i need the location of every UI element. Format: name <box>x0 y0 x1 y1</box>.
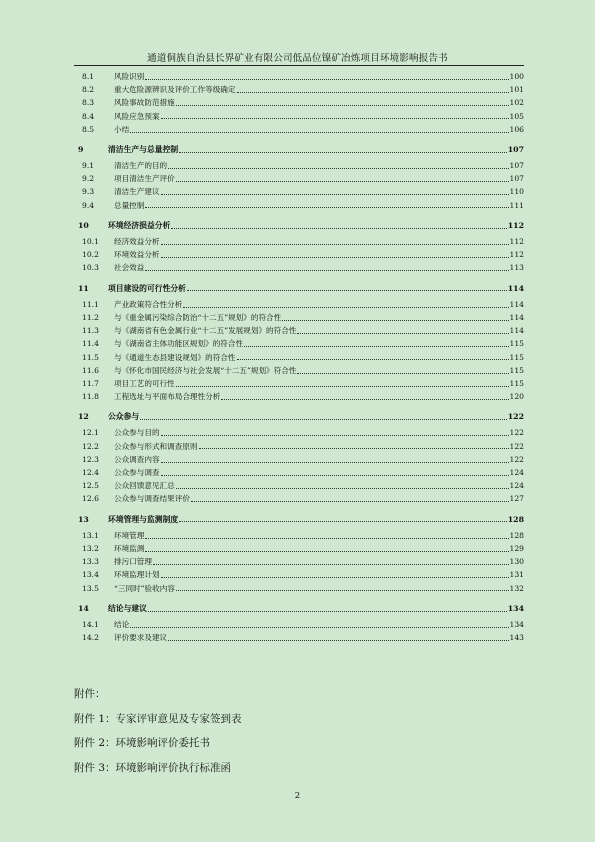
toc-title: 环境管理与监测制度 <box>108 514 179 524</box>
toc-dot-leader <box>171 228 506 229</box>
toc-number: 11.7 <box>82 378 99 388</box>
toc-dot-leader <box>130 627 508 628</box>
toc-page-number: 122 <box>509 441 524 451</box>
toc-page-number: 124 <box>509 481 524 491</box>
toc-number: 11.4 <box>82 339 99 349</box>
toc-number: 8.4 <box>82 111 95 121</box>
toc-page-number: 129 <box>509 543 524 553</box>
toc-title: 清洁生产建议 <box>114 187 160 197</box>
attachment-item: 附件 2：环境影响评价委托书 <box>74 737 211 750</box>
toc-dot-leader <box>297 373 508 374</box>
toc-title: “三同时”验收内容 <box>114 583 175 593</box>
toc-title: 项目清洁生产评价 <box>114 174 175 184</box>
attachments-section <box>74 682 242 780</box>
toc-page-number: 101 <box>509 85 524 95</box>
toc-page-number: 113 <box>509 263 524 273</box>
toc-number: 9.1 <box>82 161 95 171</box>
toc-number: 12.3 <box>82 454 99 464</box>
toc-dot-leader <box>161 244 509 245</box>
toc-section-row[interactable] <box>74 466 524 479</box>
toc-number: 12 <box>78 412 89 422</box>
page-number: 2 <box>294 791 301 801</box>
toc-number: 10.1 <box>82 237 99 247</box>
toc-dot-leader <box>221 399 508 400</box>
toc-title: 工程选址与平面布局合理性分析 <box>114 392 221 402</box>
toc-title: 公众参与 <box>108 412 140 422</box>
toc-dot-leader <box>176 590 509 591</box>
header-rule <box>74 65 524 66</box>
toc-page-number: 107 <box>509 174 524 184</box>
toc-section-row[interactable] <box>74 390 524 403</box>
toc-page-number: 120 <box>509 392 524 402</box>
toc-dot-leader <box>244 346 508 347</box>
toc-page-number: 128 <box>509 530 524 540</box>
toc-section-row[interactable] <box>74 631 524 644</box>
toc-number: 8.5 <box>82 124 95 134</box>
toc-section-row[interactable] <box>74 298 524 311</box>
toc-dot-leader <box>161 435 509 436</box>
toc-number: 11.8 <box>82 392 99 402</box>
toc-dot-leader <box>297 333 508 334</box>
toc-dot-leader <box>140 419 507 420</box>
toc-number: 10.3 <box>82 263 99 273</box>
toc-page-number: 124 <box>509 468 524 478</box>
toc-section-row[interactable] <box>74 248 524 261</box>
toc-dot-leader <box>176 181 509 182</box>
toc-number: 13.4 <box>82 570 99 580</box>
toc-title: 与《通道生态县建设规划》的符合性 <box>114 352 236 362</box>
toc-dot-leader <box>199 448 509 449</box>
toc-number: 8.1 <box>82 71 95 81</box>
toc-number: 8.2 <box>82 85 95 95</box>
toc-title: 排污口管理 <box>114 557 152 567</box>
toc-section-row[interactable] <box>74 440 524 453</box>
toc-page-number: 134 <box>509 619 524 629</box>
toc-page-number: 114 <box>509 312 524 322</box>
toc-number: 9.4 <box>82 200 95 210</box>
toc-dot-leader <box>145 538 508 539</box>
toc-section-row[interactable] <box>74 453 524 466</box>
toc-chapter-row[interactable] <box>74 282 524 295</box>
toc-section-row[interactable] <box>74 83 524 96</box>
toc-dot-leader <box>145 551 508 552</box>
toc-number: 12.4 <box>82 468 99 478</box>
toc-title: 公众参与形式和调查原则 <box>114 441 198 451</box>
toc-section-row[interactable] <box>74 110 524 123</box>
toc-title: 小结 <box>114 124 130 134</box>
toc-section-row[interactable] <box>74 70 524 83</box>
attachments-heading: 附件： <box>74 688 106 700</box>
toc-number: 11 <box>78 283 89 293</box>
toc-number: 12.5 <box>82 481 99 491</box>
toc-dot-leader <box>176 386 509 387</box>
toc-dot-leader <box>161 194 509 195</box>
toc-title: 结论与建议 <box>108 603 147 613</box>
toc-page-number: 115 <box>509 378 524 388</box>
toc-number: 8.3 <box>82 98 95 108</box>
toc-page-number: 131 <box>509 570 524 580</box>
toc-title: 风险事故防范措施 <box>114 98 175 108</box>
toc-page-number: 114 <box>509 326 524 336</box>
toc-section-row[interactable] <box>74 96 524 109</box>
toc-dot-leader <box>161 462 509 463</box>
toc-section-row[interactable] <box>74 529 524 542</box>
toc-section-row[interactable] <box>74 555 524 568</box>
toc-title: 社会效益 <box>114 263 145 273</box>
toc-page-number: 128 <box>507 514 524 524</box>
toc-section-row[interactable] <box>74 261 524 274</box>
toc-section-row[interactable] <box>74 199 524 212</box>
toc-number: 12.1 <box>82 428 99 438</box>
toc-section-row[interactable] <box>74 364 524 377</box>
toc-section-row[interactable] <box>74 427 524 440</box>
toc-section-row[interactable] <box>74 311 524 324</box>
toc-title: 环境管理 <box>114 530 145 540</box>
toc-dot-leader <box>237 92 509 93</box>
toc-dot-leader <box>168 640 508 641</box>
toc-title: 风险识别 <box>114 71 145 81</box>
toc-page-number: 143 <box>509 633 524 643</box>
toc-number: 11.1 <box>82 299 99 309</box>
toc-title: 公众参与调查结果评价 <box>114 494 190 504</box>
toc-dot-leader <box>183 307 508 308</box>
toc-dot-leader <box>145 270 508 271</box>
toc-title: 公众参与目的 <box>114 428 160 438</box>
toc-title: 环境监测 <box>114 543 145 553</box>
toc-number: 10 <box>78 220 89 230</box>
toc-title: 结论 <box>114 619 130 629</box>
toc-section-row[interactable] <box>74 618 524 631</box>
toc-title: 评价要求及建议 <box>114 633 168 643</box>
toc-dot-leader <box>130 132 508 133</box>
toc-title: 产业政策符合性分析 <box>114 299 183 309</box>
toc-number: 9 <box>78 144 84 154</box>
toc-section-row[interactable] <box>74 492 524 505</box>
toc-page-number: 107 <box>507 144 524 154</box>
toc-title: 重大危险源辨识及评价工作等级确定 <box>114 85 236 95</box>
toc-number: 13.2 <box>82 543 99 553</box>
toc-page-number: 114 <box>509 299 524 309</box>
toc-dot-leader <box>148 611 507 612</box>
toc-dot-leader <box>176 105 509 106</box>
toc-number: 13.5 <box>82 583 99 593</box>
toc-section-row[interactable] <box>74 479 524 492</box>
toc-title: 环境经济损益分析 <box>108 220 171 230</box>
toc-title: 公众调查内容 <box>114 454 160 464</box>
toc-title: 与《怀化市国民经济与社会发展“十二五”规划》符合性 <box>114 365 297 375</box>
toc-number: 13.1 <box>82 530 99 540</box>
attachment-item: 附件 1：专家评审意见及专家签到表 <box>74 712 242 725</box>
toc-dot-leader <box>179 152 507 153</box>
toc-section-row[interactable] <box>74 159 524 172</box>
toc-page-number: 122 <box>509 454 524 464</box>
toc-section-row[interactable] <box>74 172 524 185</box>
toc-chapter-row[interactable] <box>74 410 524 423</box>
toc-page-number: 111 <box>509 200 524 210</box>
toc-title: 与《湖南省有色金属行业“十二五”发展规划》的符合性 <box>114 326 297 336</box>
toc-dot-leader <box>153 564 509 565</box>
toc-section-row[interactable] <box>74 186 524 199</box>
toc-section-row[interactable] <box>74 235 524 248</box>
toc-title: 公众参与调查 <box>114 468 160 478</box>
toc-chapter-row[interactable] <box>74 219 524 232</box>
toc-number: 11.5 <box>82 352 99 362</box>
toc-chapter-row[interactable] <box>74 602 524 615</box>
toc-page-number: 132 <box>509 583 524 593</box>
toc-title: 经济效益分析 <box>114 237 160 247</box>
toc-page-number: 127 <box>509 494 524 504</box>
toc-dot-leader <box>168 168 508 169</box>
toc-title: 风险应急预案 <box>114 111 160 121</box>
toc-section-row[interactable] <box>74 542 524 555</box>
toc-title: 环境监理计划 <box>114 570 160 580</box>
toc-dot-leader <box>237 359 509 360</box>
table-of-contents <box>74 70 524 644</box>
toc-number: 12.2 <box>82 441 99 451</box>
toc-section-row[interactable] <box>74 123 524 136</box>
toc-number: 13.3 <box>82 557 99 567</box>
toc-section-row[interactable] <box>74 377 524 390</box>
toc-page-number: 115 <box>509 352 524 362</box>
toc-title: 项目工艺的可行性 <box>114 378 175 388</box>
toc-title: 与《重金属污染综合防治“十二五”规划》的符合性 <box>114 312 282 322</box>
toc-number: 11.6 <box>82 365 99 375</box>
page-header: 通道侗族自治县长界矿业有限公司低品位镍矿冶炼项目环境影响报告书 <box>147 53 448 64</box>
toc-number: 12.6 <box>82 494 99 504</box>
toc-dot-leader <box>191 501 509 502</box>
toc-dot-leader <box>161 257 509 258</box>
toc-dot-leader <box>282 320 508 321</box>
toc-title: 环境效益分析 <box>114 250 160 260</box>
toc-number: 10.2 <box>82 250 99 260</box>
toc-page-number: 112 <box>509 250 524 260</box>
toc-number: 14.1 <box>82 619 99 629</box>
toc-page-number: 107 <box>509 161 524 171</box>
toc-page-number: 115 <box>509 339 524 349</box>
toc-page-number: 122 <box>509 428 524 438</box>
toc-page-number: 100 <box>509 71 524 81</box>
toc-section-row[interactable] <box>74 568 524 581</box>
toc-section-row[interactable] <box>74 582 524 595</box>
toc-dot-leader <box>161 475 509 476</box>
toc-title: 清洁生产与总量控制 <box>108 144 179 154</box>
toc-section-row[interactable] <box>74 351 524 364</box>
toc-title: 公众回馈意见汇总 <box>114 481 175 491</box>
toc-page-number: 122 <box>507 412 524 422</box>
toc-number: 11.2 <box>82 312 99 322</box>
toc-section-row[interactable] <box>74 324 524 337</box>
toc-chapter-row[interactable] <box>74 143 524 156</box>
toc-dot-leader <box>161 118 509 119</box>
toc-page-number: 102 <box>509 98 524 108</box>
toc-page-number: 105 <box>509 111 524 121</box>
attachment-item: 附件 3：环境影响评价执行标准函 <box>74 761 232 774</box>
toc-number: 9.3 <box>82 187 95 197</box>
toc-dot-leader <box>161 577 509 578</box>
toc-dot-leader <box>179 521 507 522</box>
toc-page-number: 110 <box>509 187 524 197</box>
toc-page-number: 130 <box>509 557 524 567</box>
toc-number: 13 <box>78 514 89 524</box>
toc-page-number: 115 <box>509 365 524 375</box>
toc-chapter-row[interactable] <box>74 513 524 526</box>
toc-page-number: 112 <box>509 237 524 247</box>
toc-title: 项目建设的可行性分析 <box>108 283 186 293</box>
toc-page-number: 114 <box>507 283 524 293</box>
toc-number: 11.3 <box>82 326 99 336</box>
toc-section-row[interactable] <box>74 337 524 350</box>
toc-dot-leader <box>145 207 508 208</box>
toc-dot-leader <box>187 290 507 291</box>
toc-number: 14.2 <box>82 633 99 643</box>
toc-page-number: 112 <box>507 220 524 230</box>
toc-page-number: 106 <box>509 124 524 134</box>
toc-title: 总量控制 <box>114 200 145 210</box>
toc-title: 清洁生产的目的 <box>114 161 168 171</box>
toc-page-number: 134 <box>507 603 524 613</box>
toc-number: 9.2 <box>82 174 95 184</box>
toc-title: 与《湖南省主体功能区规划》的符合性 <box>114 339 244 349</box>
toc-dot-leader <box>176 488 509 489</box>
toc-dot-leader <box>145 79 508 80</box>
toc-number: 14 <box>78 603 89 613</box>
